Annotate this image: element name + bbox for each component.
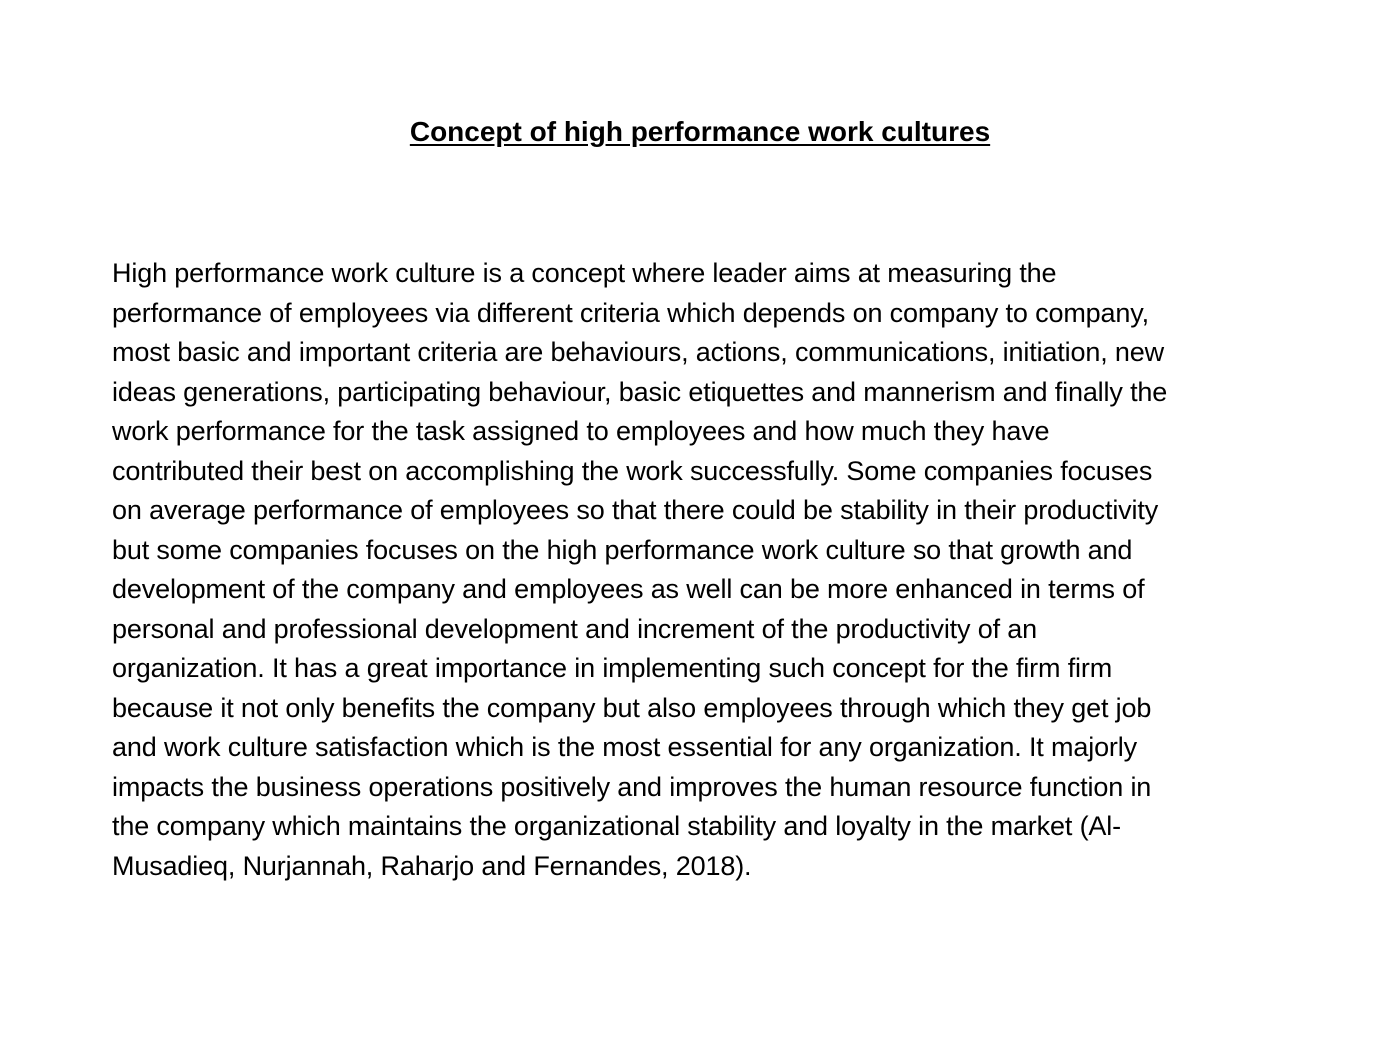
paragraph-line: ideas generations, participating behaviour, basic etiquettes and mannerism and finally the xyxy=(112,376,1168,407)
paragraph-line: development of the company and employees as well can be more enhanced in terms of xyxy=(112,574,1145,604)
paragraph-line: because it not only benefits the company but also employees through which they get job xyxy=(112,692,1152,723)
paragraph-line: organization. It has a great importance in implementing such concept for the firm firm xyxy=(112,653,1113,683)
paragraph-line: High performance work culture is a concept where leader aims at measuring the xyxy=(112,258,1057,288)
paragraph-line: and work culture satisfaction which is the most essential for any organization. It majorly xyxy=(112,732,1137,762)
paragraph-line: work performance for the task assigned to employees and how much they have xyxy=(112,416,1050,446)
body-paragraph xyxy=(112,254,1322,886)
paragraph-line: impacts the business operations positively and improves the human resource function in xyxy=(112,771,1152,802)
paragraph-line: contributed their best on accomplishing the work successfully. Some companies focuses xyxy=(112,455,1153,486)
paragraph-line: most basic and important criteria are behaviours, actions, communications, initiation, new xyxy=(112,337,1164,367)
paragraph-line: performance of employees via different criteria which depends on company to company, xyxy=(112,297,1149,328)
paragraph-line: Musadieq, Nurjannah, Raharjo and Fernandes, 2018). xyxy=(112,850,752,881)
page-title: Concept of high performance work cultures xyxy=(409,116,991,147)
paragraph-line: but some companies focuses on the high performance work culture so that growth and xyxy=(112,534,1133,565)
paragraph-line: on average performance of employees so that there could be stability in their productivity xyxy=(112,495,1159,525)
paragraph-line: the company which maintains the organizational stability and loyalty in the market (Al- xyxy=(112,811,1121,841)
paragraph-line: personal and professional development and increment of the productivity of an xyxy=(112,613,1038,644)
